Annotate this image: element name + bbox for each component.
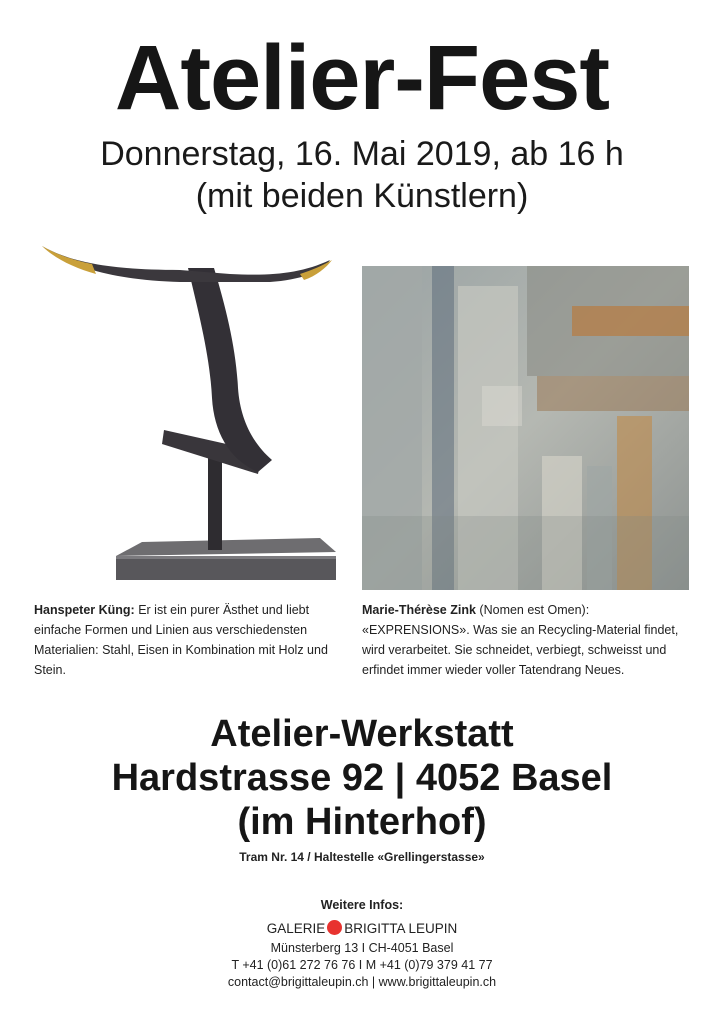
artist-name-kueng: Hanspeter Küng: xyxy=(34,603,135,617)
artist-text-kueng: Er ist ein purer Ästhet und liebt einfache Formen und Linien aus verschiedensten Materialien: Stahl, Eisen in Kombination mit Holz und Stein. xyxy=(34,603,328,677)
artwork-image xyxy=(362,266,689,590)
venue-address: Hardstrasse 92 | 4052 Basel xyxy=(111,757,613,799)
event-subtitle xyxy=(0,133,724,217)
venue-name: Atelier-Werkstatt xyxy=(210,713,514,755)
event-date: Donnerstag, 16. Mai 2019, ab 16 h xyxy=(100,135,624,173)
artist-caption-kueng xyxy=(34,600,334,680)
gallery-logo xyxy=(0,920,724,938)
event-title: Atelier-Fest xyxy=(114,27,610,129)
venue-block xyxy=(0,712,724,844)
gallery-prefix: GALERIE xyxy=(266,921,326,936)
sculpture-image xyxy=(30,238,350,590)
venue-note: (im Hinterhof) xyxy=(237,801,487,843)
event-note: (mit beiden Künstlern) xyxy=(195,177,529,215)
artist-caption-zink xyxy=(362,600,692,680)
contact-block xyxy=(0,940,724,991)
artist-text-zink: (Nomen est Omen): «EXPRENSIONS». Was sie an Recycling-Material findet, wird verarbeitet. Sie schneidet, verbiegt, schweisst und erfindet immer wieder voller Tatendrang Neues. xyxy=(362,603,679,677)
gallery-web[interactable]: contact@brigittaleupin.ch | www.brigittaleupin.ch xyxy=(227,975,497,989)
gallery-name: BRIGITTA LEUPIN xyxy=(344,921,458,936)
logo-dot-icon xyxy=(327,920,342,935)
info-heading: Weitere Infos: xyxy=(320,898,404,912)
artist-name-zink: Marie-Thérèse Zink xyxy=(362,603,476,617)
gallery-phone: T +41 (0)61 272 76 76 I M +41 (0)79 379 41 77 xyxy=(231,958,493,972)
gallery-address: Münsterberg 13 I CH-4051 Basel xyxy=(270,941,454,955)
tram-info: Tram Nr. 14 / Haltestelle «Grellingerstasse» xyxy=(239,850,485,864)
